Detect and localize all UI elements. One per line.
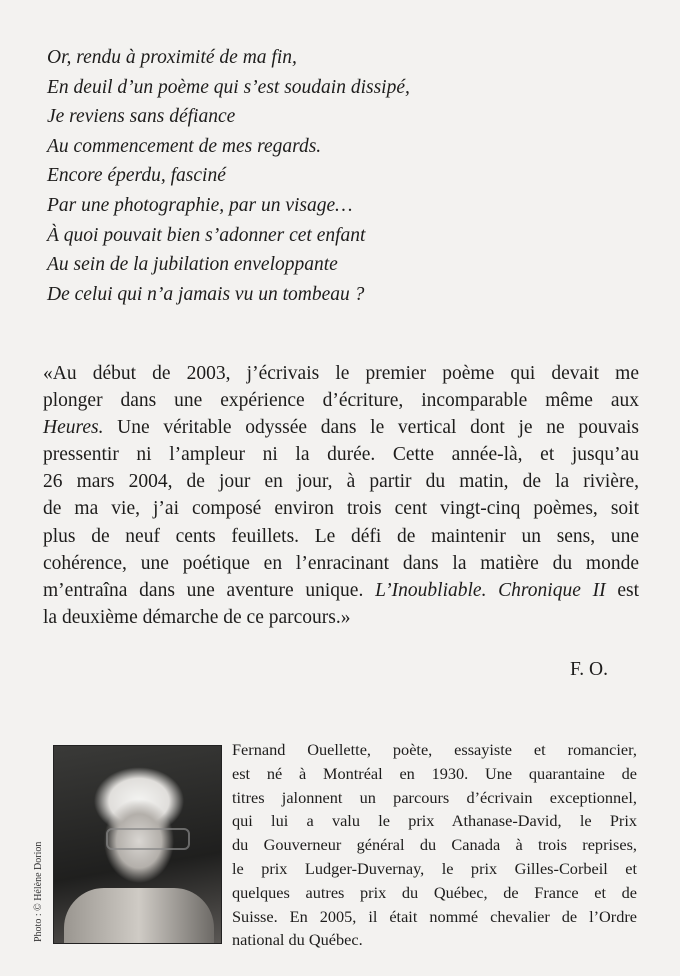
bio-line: du Gouverneur général du Canada à trois reprises,: [232, 835, 637, 855]
quote-line: Heures. Une véritable odyssée dans le vertical dont je ne pouvais: [43, 417, 639, 439]
bio-line: est né à Montréal en 1930. Une quarantaine de: [232, 763, 637, 783]
author-quote: [43, 360, 639, 631]
quote-line: cohérence, une poétique en l’enracinant dans la matière du monde: [43, 552, 639, 574]
poem-line: Or, rendu à proximité de ma fin,: [47, 47, 297, 68]
book-title: L’Inoubliable. Chronique II: [375, 579, 606, 601]
quote-line: plus de neuf cents feuillets. Le défi de maintenir un sens, une: [43, 525, 639, 547]
quote-line: m’entraîna dans une aventure unique. L’Inoubliable. Chronique II est: [43, 579, 639, 601]
poem-line: Au sein de la jubilation enveloppante: [47, 254, 338, 276]
bio-line: qui lui a valu le prix Athanase-David, le Prix: [232, 811, 637, 831]
bio-line: titres jalonnent un parcours d’écrivain exceptionnel,: [232, 787, 637, 807]
bio-line: Fernand Ouellette, poète, essayiste et romancier,: [232, 740, 637, 759]
author-bio: [232, 738, 637, 952]
bio-line: quelques autres prix du Québec, de France et de: [232, 882, 637, 902]
bio-line: le prix Ludger-Duvernay, le prix Gilles-Corbeil et: [232, 858, 637, 878]
quote-line: 26 mars 2004, de jour en jour, à partir du matin, de la rivière,: [43, 471, 639, 493]
poem-line: Par une photographie, par un visage…: [47, 194, 353, 216]
poem-line: Au commencement de mes regards.: [47, 135, 322, 157]
book-title: Heures.: [43, 417, 104, 439]
poem-line: Je reviens sans défiance: [47, 106, 236, 128]
quote-line: de ma vie, j’ai composé environ trois cent vingt-cinq poèmes, soit: [43, 498, 639, 520]
quote-line: pressentir ni l’ampleur ni la durée. Cette année-là, et jusqu’au: [43, 444, 639, 466]
author-photo: [53, 745, 222, 944]
quote-line: plonger dans une expérience d’écriture, incomparable même aux: [43, 390, 639, 412]
quote-line: la deuxième démarche de ce parcours.»: [43, 606, 351, 628]
poem-line: Encore éperdu, fasciné: [47, 165, 226, 187]
poem-line: À quoi pouvait bien s’adonner cet enfant: [47, 224, 366, 246]
poem-line: De celui qui n’a jamais vu un tombeau ?: [47, 283, 365, 305]
photo-shoulders: [64, 888, 214, 943]
quote-line: «Au début de 2003, j’écrivais le premier poème qui devait me: [43, 363, 639, 384]
photo-credit: Photo : © Hélène Dorion: [33, 841, 44, 942]
photo-glasses: [106, 828, 190, 850]
signature: F. O.: [570, 659, 608, 680]
bio-line: Suisse. En 2005, il était nommé chevalier de l’Ordre: [232, 906, 637, 926]
bio-line: national du Québec.: [232, 930, 363, 950]
poem-line: En deuil d’un poème qui s’est soudain dissipé,: [47, 76, 410, 98]
poem-excerpt: [47, 43, 410, 309]
